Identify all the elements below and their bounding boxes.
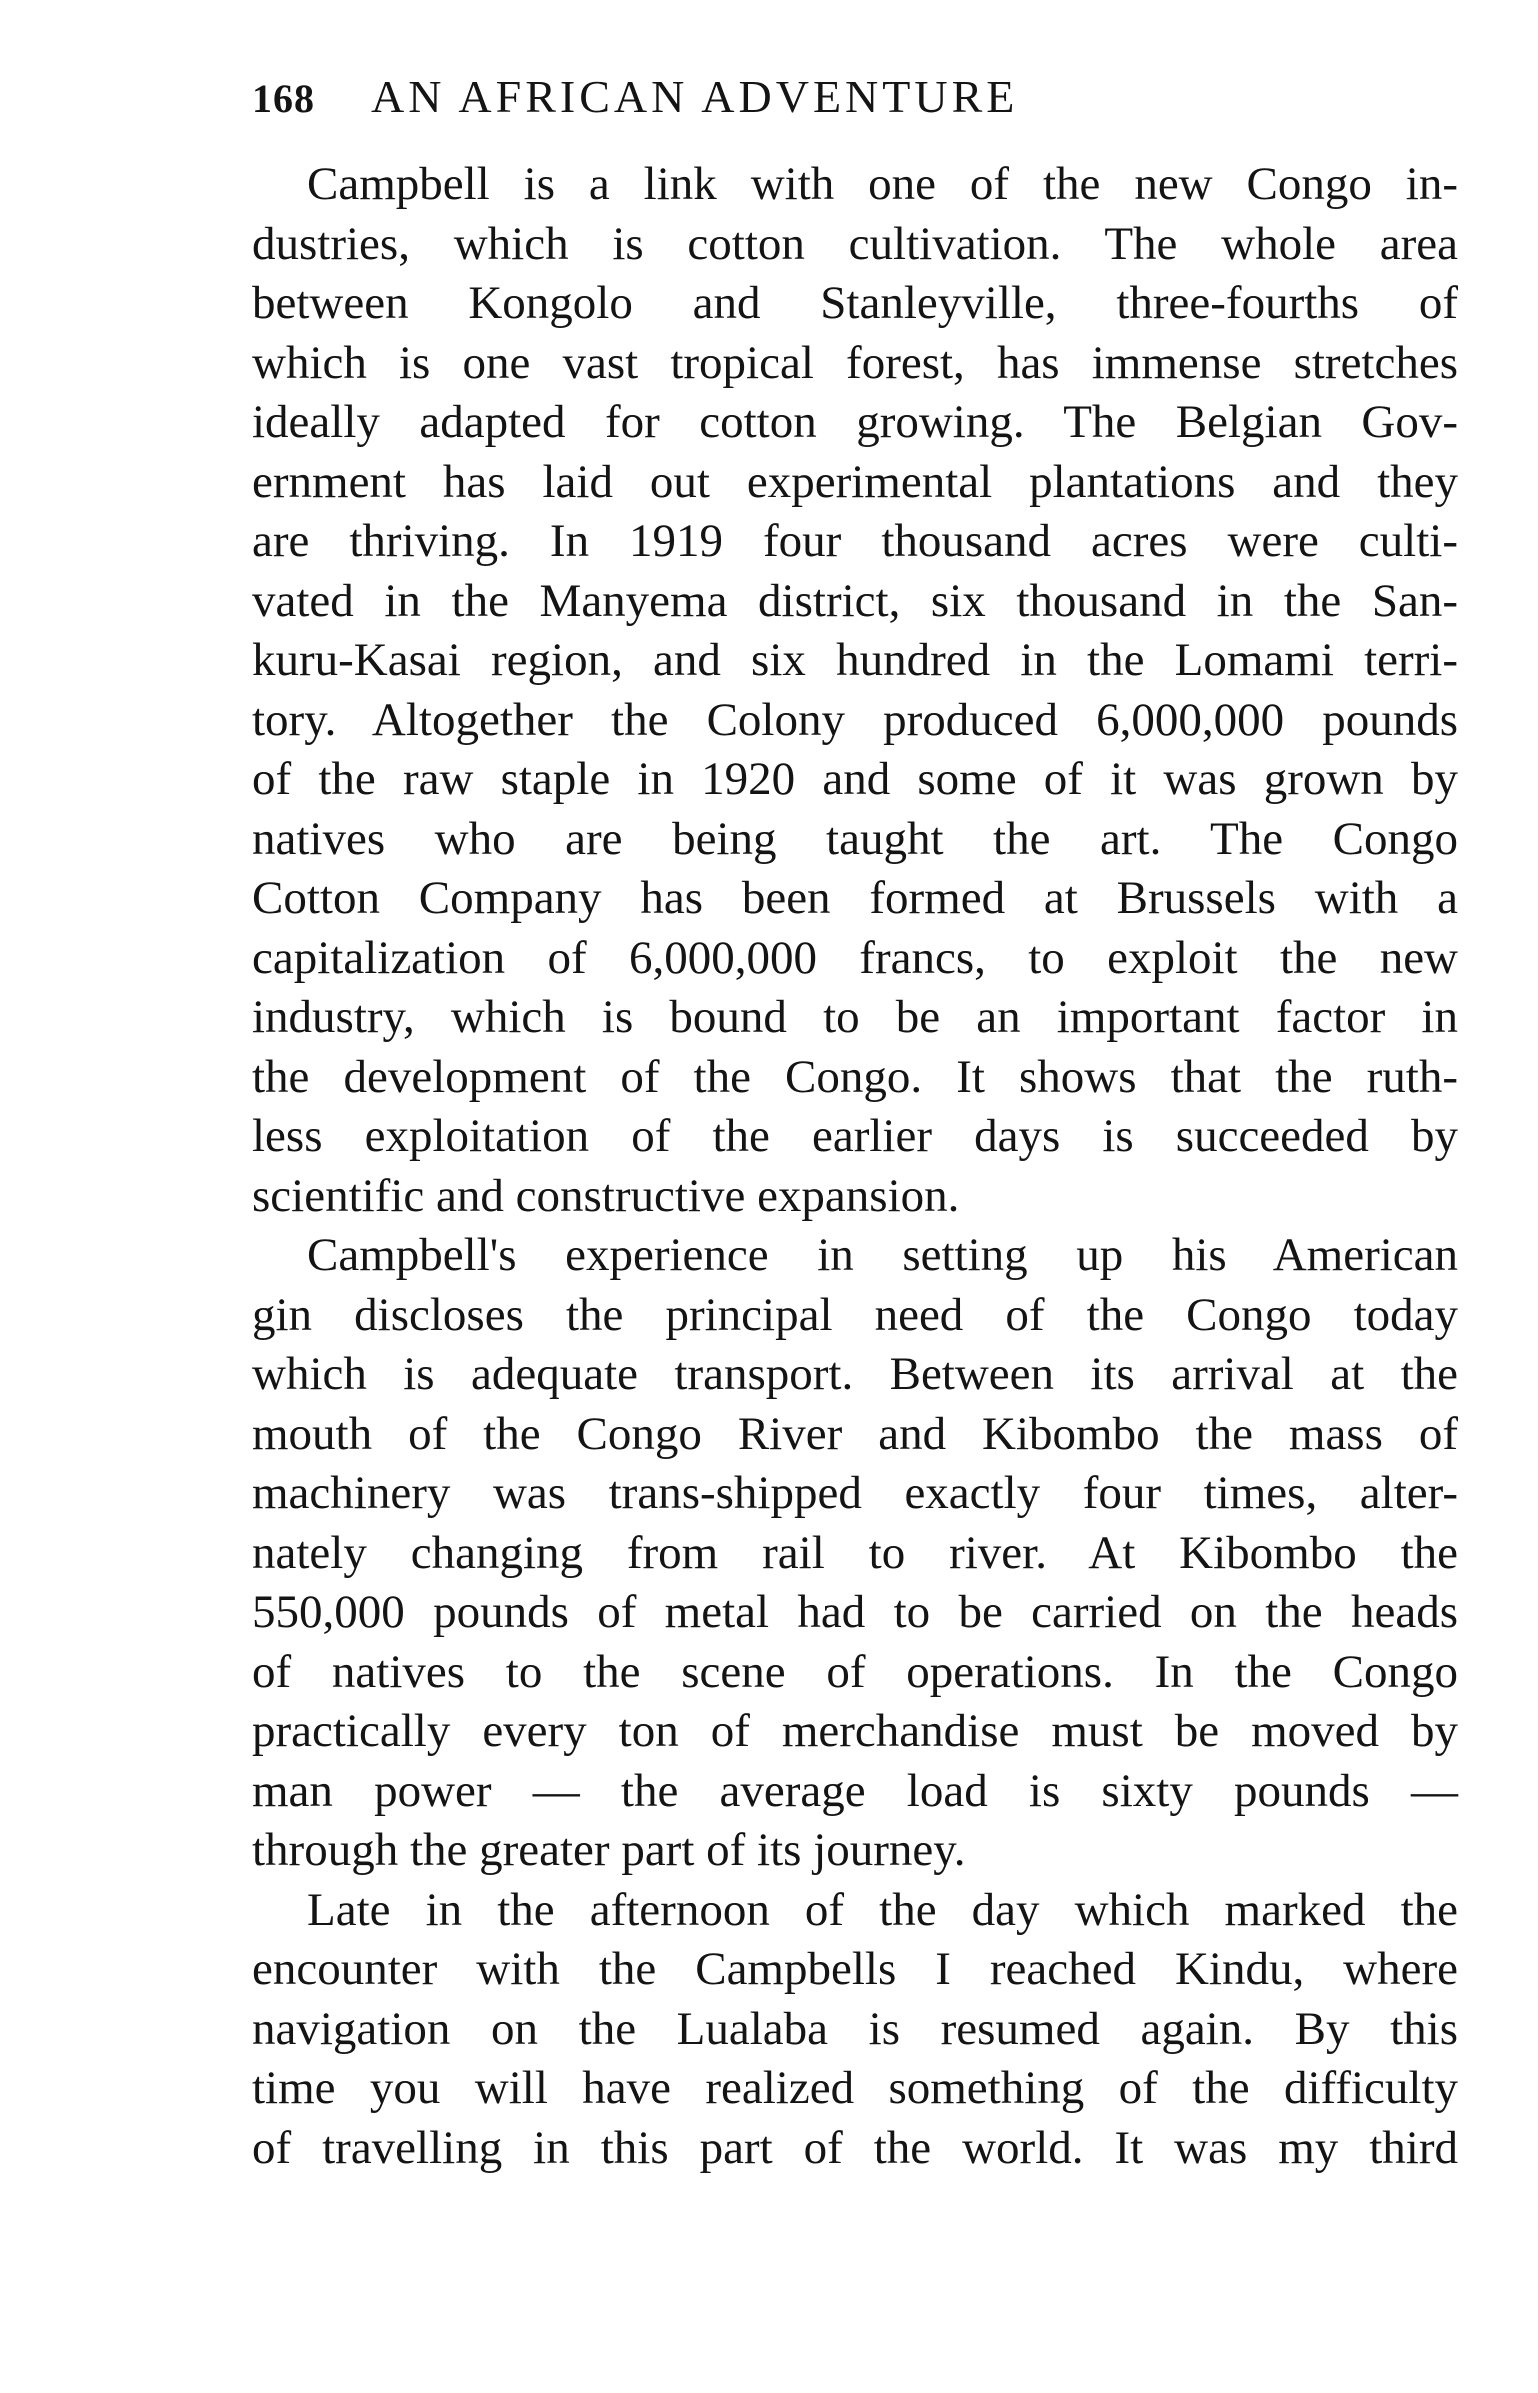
text-line: vated in the Manyema district, six thousand in the San- — [252, 574, 1458, 627]
text-line: Cotton Company has been formed at Brussels with a — [252, 872, 1458, 924]
text-line: through the greater part of its journey. — [252, 1824, 966, 1876]
body-text — [252, 155, 1458, 2178]
text-line: which is one vast tropical forest, has immense stretches — [252, 336, 1458, 389]
text-line: encounter with the Campbells I reached Kindu, where — [252, 1943, 1458, 1995]
text-line: kuru-Kasai region, and six hundred in the Lomami terri- — [252, 634, 1458, 686]
page-number: 168 — [252, 76, 315, 121]
text-line: less exploitation of the earlier days is succeeded by — [252, 1110, 1458, 1162]
text-line: navigation on the Lualaba is resumed again. By this — [252, 2002, 1458, 2055]
text-line: Campbell's experience in setting up his American — [307, 1229, 1458, 1281]
text-line: Late in the afternoon of the day which marked the — [307, 1883, 1458, 1936]
text-line: scientific and constructive expansion. — [252, 1169, 960, 1222]
text-line: industry, which is bound to be an important factor in — [252, 991, 1458, 1043]
text-line: ideally adapted for cotton growing. The Belgian Gov- — [252, 396, 1458, 448]
text-line: practically every ton of merchandise must be moved by — [252, 1705, 1458, 1757]
text-line: tory. Altogether the Colony produced 6,000,000 pounds — [252, 693, 1458, 746]
text-line: mouth of the Congo River and Kibombo the mass of — [252, 1407, 1458, 1460]
text-line: of the raw staple in 1920 and some of it was grown by — [252, 753, 1458, 805]
text-line: 550,000 pounds of metal had to be carried on the heads — [252, 1586, 1458, 1638]
text-line: of natives to the scene of operations. In the Congo — [252, 1645, 1458, 1698]
paragraph-2 — [252, 1226, 1458, 1881]
text-line: gin discloses the principal need of the Congo today — [252, 1288, 1458, 1341]
text-line: Campbell is a link with one of the new Congo in- — [307, 158, 1458, 210]
text-line: time you will have realized something of the difficulty — [252, 2062, 1458, 2114]
text-line: nately changing from rail to river. At Kibombo the — [252, 1526, 1458, 1579]
text-line: dustries, which is cotton cultivation. The whole area — [252, 217, 1458, 270]
text-line: natives who are being taught the art. The Congo — [252, 812, 1458, 865]
text-line: which is adequate transport. Between its arrival at the — [252, 1348, 1458, 1400]
page-header — [252, 62, 1262, 132]
running-title: AN AFRICAN ADVENTURE — [371, 71, 1019, 122]
text-line: capitalization of 6,000,000 francs, to exploit the new — [252, 931, 1458, 984]
text-line: the development of the Congo. It shows that the ruth- — [252, 1050, 1458, 1103]
paragraph-3 — [252, 1881, 1458, 2179]
text-line: ernment has laid out experimental plantations and they — [252, 455, 1458, 508]
text-line: between Kongolo and Stanleyville, three-fourths of — [252, 277, 1458, 329]
text-line: man power — the average load is sixty pounds — — [252, 1764, 1458, 1817]
paragraph-1 — [252, 155, 1458, 1226]
text-line: machinery was trans-shipped exactly four times, alter- — [252, 1467, 1458, 1519]
text-line: of travelling in this part of the world. It was my third — [252, 2121, 1458, 2174]
text-line: are thriving. In 1919 four thousand acres were culti- — [252, 515, 1458, 567]
